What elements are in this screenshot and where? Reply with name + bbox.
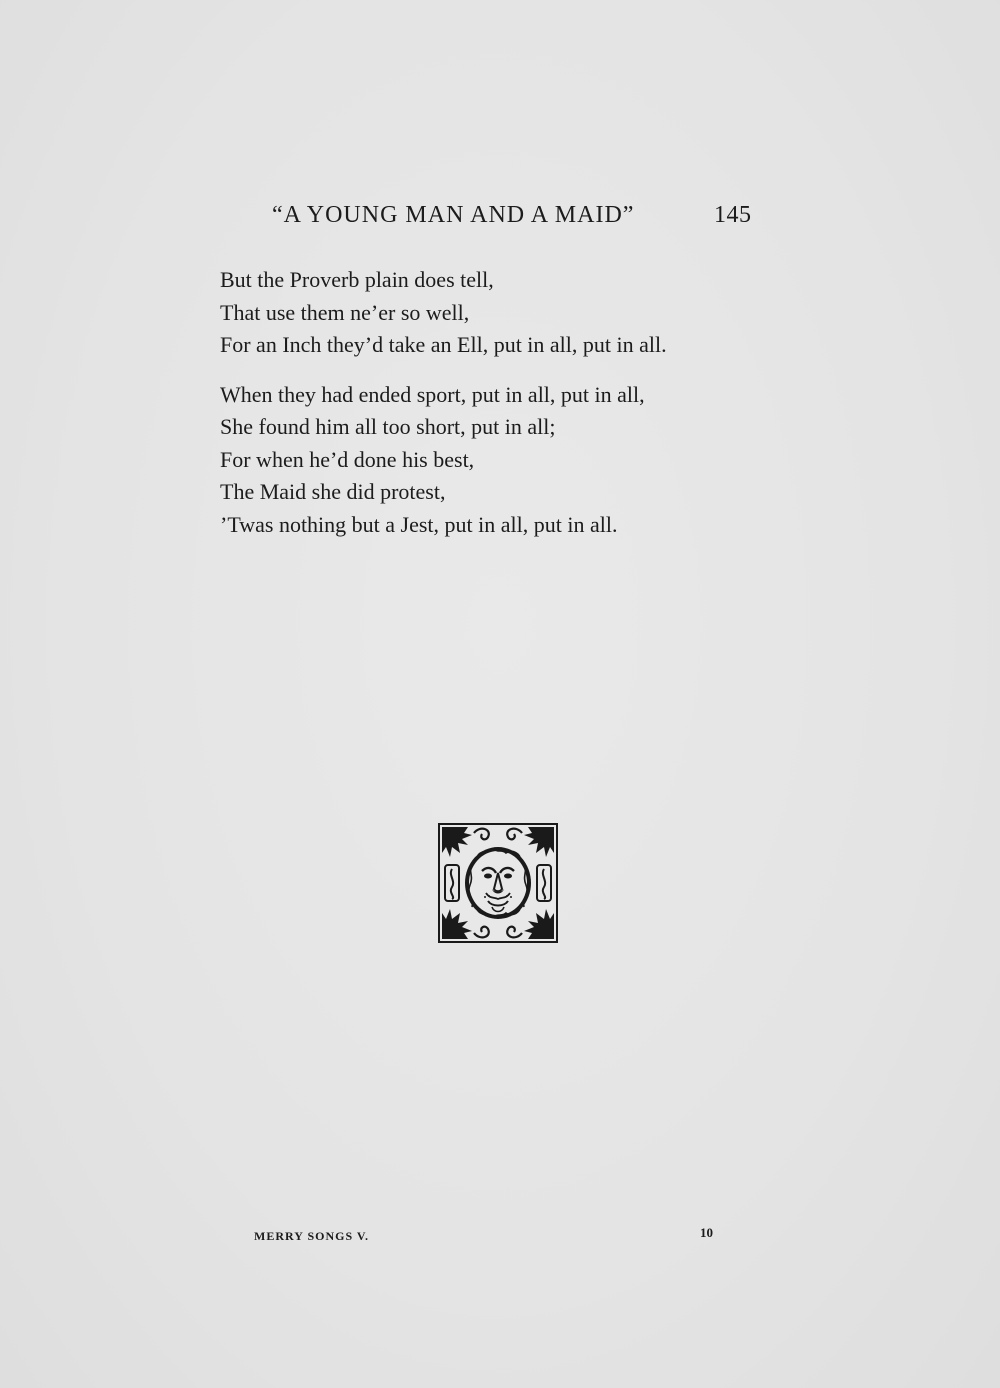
- stanza-2: [220, 379, 780, 542]
- signature-mark: MERRY SONGS V.: [254, 1229, 370, 1243]
- verse-line: But the Proverb plain does tell,: [220, 267, 494, 292]
- verse-line: When they had ended sport, put in all, put in all,: [220, 381, 645, 407]
- stanza-1: [220, 264, 780, 362]
- verse-line: For when he’d done his best,: [220, 446, 475, 472]
- lion-head-ornament-icon: [438, 823, 558, 943]
- running-title: “A YOUNG MAN AND A MAID”: [272, 202, 635, 228]
- verse-line: That use them ne’er so well,: [220, 299, 470, 325]
- running-head: [272, 202, 762, 238]
- verse-line: She found him all too short, put in all;: [220, 414, 556, 439]
- verse-line: ’Twas nothing but a Jest, put in all, put in all.: [220, 511, 618, 537]
- verse-line: The Maid she did protest,: [220, 479, 446, 504]
- poem: [220, 264, 780, 558]
- page-number: 145: [714, 202, 752, 228]
- sheet-number: 10: [700, 1225, 713, 1240]
- verse-line: For an Inch they’d take an Ell, put in all, put in all.: [220, 332, 667, 357]
